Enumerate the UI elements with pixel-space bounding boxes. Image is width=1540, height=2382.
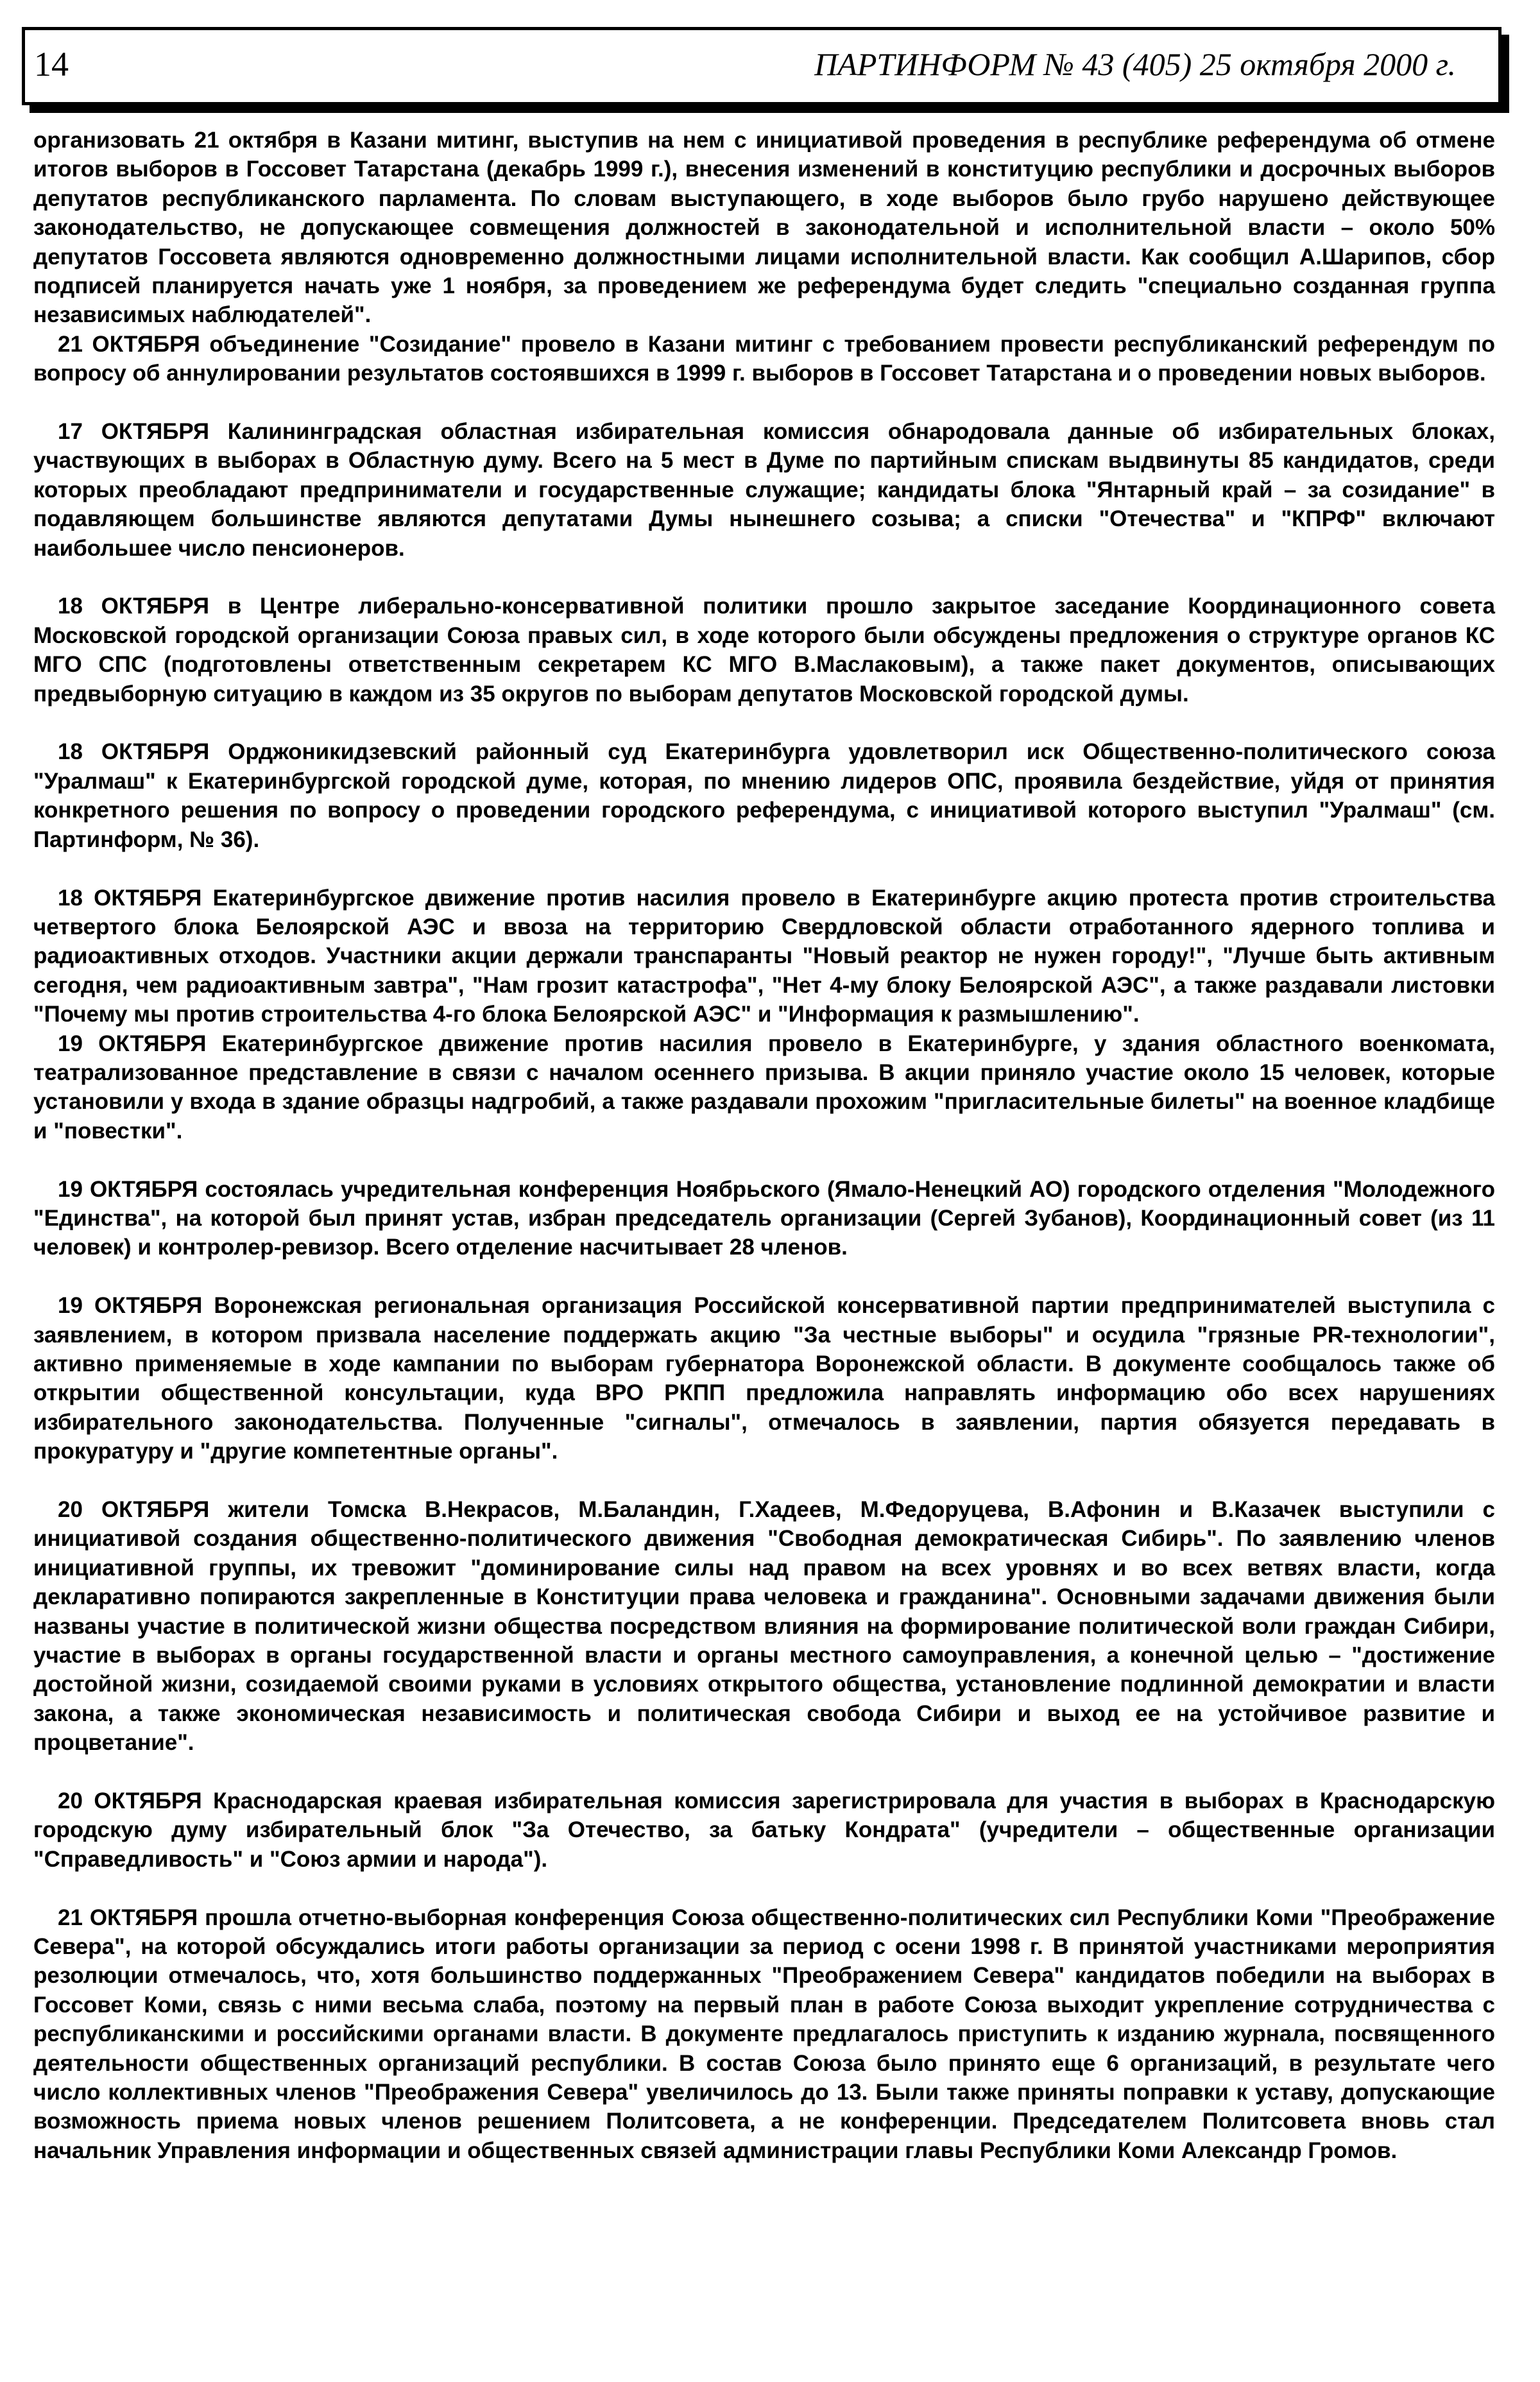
paragraph: 17 ОКТЯБРЯ Калининградская областная избирательная комиссия обнародовала данные об избирательных блоках, участвующих в выборах в Областную думу. Всего на 5 мест в Думе по партийным спискам выдвинуты 85 кандидатов, среди которых преобладают предприниматели и государственные служащие; кандидаты блока "Янтарный край – за созидание" в подавляющем большинстве являются депутатами Думы нынешнего созыва; а списки "Отечества" и "КПРФ" включают наибольшее число пенсионеров.: [33, 419, 1495, 561]
paragraph: 19 ОКТЯБРЯ состоялась учредительная конференция Ноябрьского (Ямало-Ненецкий АО) городского отделения "Молодежного "Единства", на которой был принят устав, избран председатель организации (Сергей Зубанов), Координационный совет (из 11 человек) и контролер-ревизор. Всего отделение насчитывает 28 членов.: [33, 1176, 1495, 1260]
page-number: 14: [34, 45, 69, 83]
paragraph: организовать 21 октября в Казани митинг, выступив на нем с инициативой проведения в республике референдума об отмене итогов выборов в Госсовет Татарстана (декабрь 1999 г.), внесения изменений в конституцию республики и досрочных выборов депутатов республиканского парламента. По словам выступающего, в ходе выборов было грубо нарушено действующее законодательство, не допускающее совмещения должностей в законодательной и исполнительной власти – около 50% депутатов Госсовета являются одновременно должностными лицами исполнительной власти. Как сообщил А.Шарипов, сбор подписей планируется начать уже 1 ноября, за проведением же референдума будет следить "специально созданная группа независимых наблюдателей".: [33, 128, 1495, 328]
paragraph: 19 ОКТЯБРЯ Екатеринбургское движение против насилия провело в Екатеринбурге, у здания областного военкомата, театрализованное представление в связи с началом осеннего призыва. В акции приняло участие около 15 человек, которые установили у входа в здание образцы надгробий, а также раздавали прохожим "пригласительные билеты" на военное кладбище и "повестки".: [33, 1031, 1495, 1144]
paragraph: 21 ОКТЯБРЯ объединение "Созидание" провело в Казани митинг с требованием провести республиканский референдум по вопросу об аннулировании результатов состоявшихся в 1999 г. выборов в Госсовет Татарстана и о проведении новых выборов.: [33, 331, 1495, 386]
page-header: [22, 27, 1502, 105]
issue-title: ПАРТИНФОРМ № 43 (405) 25 октября 2000 г.: [814, 46, 1456, 82]
paragraph: 18 ОКТЯБРЯ Екатеринбургское движение против насилия провело в Екатеринбурге акцию протеста против строительства четвертого блока Белоярской АЭС и ввоза на территорию Свердловской области отработанного ядерного топлива и радиоактивных отходов. Участники акции держали транспаранты "Новый реактор не нужен городу!", "Лучше быть активным сегодня, чем радиоактивным завтра", "Нам грозит катастрофа", "Нет 4-му блоку Белоярской АЭС", а также раздавали листовки "Почему мы против строительства 4-го блока Белоярской АЭС" и "Информация к размышлению".: [33, 885, 1495, 1027]
paragraph: 21 ОКТЯБРЯ прошла отчетно-выборная конференция Союза общественно-политических сил Республики Коми "Преображение Севера", на которой обсуждались итоги работы организации за период с осени 1998 г. В принятой участниками мероприятия резолюции отмечалось, что, хотя большинство поддержанных "Преображением Севера" кандидатов победили на выборах в Госсовет Коми, связь с ними весьма слаба, поэтому на первый план в работе Союза выходит укрепление сотрудничества с республиканскими и российскими органами власти. В документе предлагалось приступить к изданию журнала, посвященного деятельности общественных организаций республики. В состав Союза было принято еще 6 организаций, в результате чего число коллективных членов "Преображения Севера" увеличилось до 13. Были также приняты поправки к уставу, допускающие возможность приема новых членов решением Политсовета, а не конференции. Председателем Политсовета вновь стал начальник Управления информации и общественных связей администрации главы Республики Коми Александр Громов.: [33, 1905, 1495, 2163]
paragraph: 18 ОКТЯБРЯ Орджоникидзевский районный суд Екатеринбурга удовлетворил иск Общественно-политического союза "Уралмаш" к Екатеринбургской городской думе, которая, по мнению лидеров ОПС, проявила бездействие, уйдя от принятия конкретного решения по вопросу о проведении городского референдума, с инициативой которого выступил "Уралмаш" (см. Партинформ, № 36).: [33, 739, 1495, 852]
paragraph: 19 ОКТЯБРЯ Воронежская региональная организация Российской консервативной партии предпринимателей выступила с заявлением, в котором призвала население поддержать акцию "За честные выборы" и осудила "грязные PR-технологии", активно применяемые в ходе кампании по выборам губернатора Воронежской области. В документе сообщалось также об открытии общественной консультации, куда ВРО РКПП предложила направлять информацию обо всех нарушениях избирательного законодательства. Полученные "сигналы", отмечалось в заявлении, партия обязуется передавать в прокуратуру и "другие компетентные органы".: [33, 1293, 1495, 1464]
article-body: [33, 126, 1495, 2165]
paragraph: 18 ОКТЯБРЯ в Центре либерально-консервативной политики прошло закрытое заседание Координационного совета Московской городской организации Союза правых сил, в ходе которого были обсуждены предложения о структуре органов КС МГО СПС (подготовлены ответственным секретарем КС МГО В.Маслаковым), а также пакет документов, описывающих предвыборную ситуацию в каждом из 35 округов по выборам депутатов Московской городской думы.: [33, 594, 1495, 707]
paragraph: 20 ОКТЯБРЯ жители Томска В.Некрасов, М.Баландин, Г.Хадеев, М.Федоруцева, В.Афонин и В.Казачек выступили с инициативой создания общественно-политического движения "Свободная демократическая Сибирь". По заявлению членов инициативной группы, их тревожит "доминирование силы над правом на всех уровнях и во всех ветвях власти, когда декларативно попираются закрепленные в Конституции права человека и гражданина". Основными задачами движения были названы участие в политической жизни общества посредством влияния на формирование политической воли граждан Сибири, участие в выборах в органы государственной власти и органы местного самоуправления, а конечной целью – "достижение достойной жизни, созидаемой своими руками в условиях открытого общества, установление подлинной демократии и власти закона, а также экономическая независимость и политическая свобода Сибири и выход ее на устойчивое развитие и процветание".: [33, 1496, 1495, 1756]
paragraph: 20 ОКТЯБРЯ Краснодарская краевая избирательная комиссия зарегистрировала для участия в выборах в Краснодарскую городскую думу избирательный блок "За Отечество, за батьку Кондрата" (учредители – общественные организации "Справедливость" и "Союз армии и народа").: [33, 1788, 1495, 1872]
